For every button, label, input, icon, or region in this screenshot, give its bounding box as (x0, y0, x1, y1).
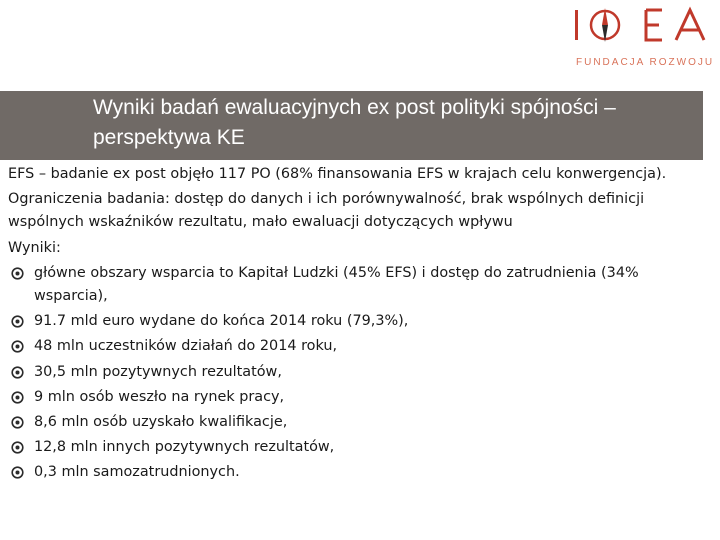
list-item (8, 335, 714, 358)
logo-subtitle: FUNDACJA ROZWOJU (576, 57, 715, 68)
list-item (8, 262, 714, 308)
slide-title: Wyniki badań ewaluacyjnych ex post polityki spójności – perspektywa KE (93, 96, 616, 149)
target-circle-icon (11, 267, 24, 280)
list-item (8, 461, 714, 484)
target-circle-icon (11, 466, 24, 479)
paragraph-efs: EFS – badanie ex post objęło 117 PO (68% finansowania EFS w krajach celu konwergencja). (8, 166, 667, 182)
target-circle-icon (11, 391, 24, 404)
slide-content (8, 163, 714, 487)
compass-needle-icon (602, 8, 608, 42)
list-item (8, 310, 714, 333)
target-circle-icon (11, 416, 24, 429)
list-item-text: 30,5 mln pozytywnych rezultatów, (34, 363, 282, 380)
target-circle-icon (11, 315, 24, 328)
list-item-text: 91.7 mld euro wydane do końca 2014 roku (79,3%), (34, 313, 409, 330)
title-bar (0, 91, 703, 160)
list-item-text: 9 mln osób weszło na rynek pracy, (34, 388, 285, 405)
list-item (8, 386, 714, 409)
target-circle-icon (11, 366, 24, 379)
results-list (8, 262, 714, 485)
paragraph-results-heading: Wyniki: (8, 239, 61, 256)
list-item (8, 436, 714, 459)
target-circle-icon (11, 441, 24, 454)
idea-logo-mark (572, 2, 712, 52)
target-circle-icon (11, 340, 24, 353)
paragraph-limitations: Ograniczenia badania: dostęp do danych i ich porównywalność, brak wspólnych definicji wspólnych wskaźników rezultatu, mało ewaluacji dotyczących wpływu (8, 191, 645, 231)
list-item-text: 0,3 mln samozatrudnionych. (34, 464, 240, 481)
list-item (8, 411, 714, 434)
list-item-text: główne obszary wsparcia to Kapitał Ludzki (45% EFS) i dostęp do zatrudnienia (34% wsparcia), (34, 264, 639, 305)
list-item-text: 48 mln uczestników działań do 2014 roku, (34, 338, 338, 355)
list-item-text: 8,6 mln osób uzyskało kwalifikacje, (34, 414, 288, 431)
list-item-text: 12,8 mln innych pozytywnych rezultatów, (34, 439, 335, 456)
list-item (8, 361, 714, 384)
